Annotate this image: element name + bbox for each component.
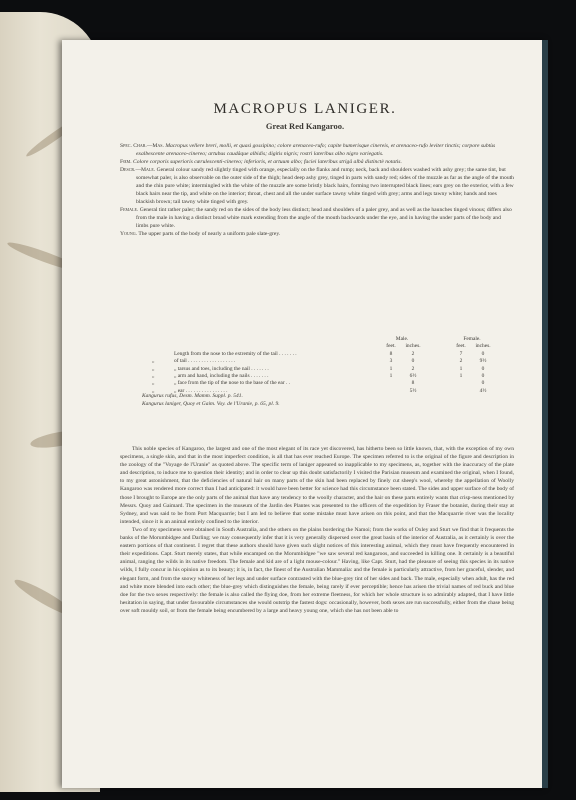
body-paragraph: Two of my specimens were obtained in South Australia, and the others on the plains bordering the Namoi; from the works of Oxley and Sturt we find that it frequents the banks of the Morumbidgee and Darling; we may consequently infer that it is very generally dispersed over the great basin of the interior of Australia, as it certainly is over the eastern portions of that continent. I regret that these authors should have given such slight notices of this interesting animal, which they must have frequently encountered in their expeditions. Capt. Sturt merely states, that while encamped on the Morumbidgee "we saw several red kangaroos, and succeeded in killing one. It certainly is a beautiful animal, ranging the wilds in its native freedom. The female and kid are of a light mouse-colour." Having, like Capt. Sturt, had the pleasure of seeing this species in its native wilds, I fully concur in his opinion as to its beauty; it is, in fact, the finest of the Australian Mammalia: and the female is particularly attractive, from her graceful, slender, and elegant form, and from the snowy whiteness of her legs and under surface contrasted with the blue-grey tint of her sides and back. The male, especially when adult, has the red and white more blended into each other; the blue-grey which distinguishes the female, being rarely if ever perceptible; hence has arisen the trivial names of red buck and blue doe for the two sexes respectively: the female is also called the flying doe, from her extreme fleetness, for which her whole structure is so admirably adapted, that I have little hesitation in saying, that under favourable circumstances she would outstrip the fastest dogs: occasionally, however, both sexes are run successfully, either from the chase being over soft mouldy soil, or from the female being encumbered by a large and heavy young one, which she has not been able to: [120, 526, 514, 614]
young-paragraph: [120, 230, 514, 238]
descr-paragraph: [120, 166, 514, 206]
female-feet: [450, 388, 472, 395]
unit-feet-female: feet.: [456, 343, 466, 350]
male-inches: 0: [411, 358, 415, 365]
measurement-label: „ ear . . . . . . . . . . . . . . . .: [174, 387, 228, 394]
ditto-mark: „: [152, 387, 155, 394]
body-paragraph: This noble species of Kangaroo, the largest and one of the most elegant of its race yet discovered, has hitherto been so little known, that, with the exception of my own specimens, a single skin, and that in the most imperfect condition, is all that has ever reached Europe. The specimen referred to is the original of the figure and description in the zoology of the "Voyage de l'Uranie" as quoted above. The specific term of laniger appeared so inapplicable to my specimens, as, together with the inaccuracy of the plate and description, to induce me to question their identity; and in order to clear up this doubt satisfactorily I visited the Parisian museum and examined the original, when I found, to my great astonishment, that the deficiencies of natural hair on many parts of the skin had been replaced by finely cut sheep's wool, whereby the appellation of Woolly Kangaroo was rendered more correct than I had anticipated: it would have been better for science had this circumstance been stated. The sides and upper surface of the body of those I brought to Europe are the only parts of the animal that have any tendency to the woolly character, and the hair on these parts entirely wants that crisp-ness mentioned by Messrs. Quoy and Gaimard. The specimen in the museum of the Jardin des Plantes was presented to the officers of the expedition by Fraser the botanist, during their stay at Sydney, and was said to be from Port Macquarrie; but I am led to believe that some mistake must have arisen on this point, and that the Macquarrie river was the locality intended, since it is an animal entirely confined to the interior.: [120, 446, 514, 525]
unit-inches-male: inches.: [405, 343, 421, 350]
fem-text: Colore corporis superioris cærulescenti-cinereo; inferioris, et artuum albo; faciei lateribus strigâ albâ distinctè notatis.: [133, 159, 402, 165]
female-feet: 2: [459, 358, 463, 365]
synonymy: [142, 392, 280, 408]
page-title: MACROPUS LANIGER.: [213, 101, 397, 117]
female-feet: [450, 380, 472, 387]
unit-feet-male: feet.: [386, 343, 396, 350]
ditto-mark: „: [152, 365, 155, 372]
male-inches: 5½: [409, 387, 417, 394]
ditto-mark: [152, 351, 174, 358]
header-female: Female.: [463, 336, 481, 342]
unit-inches-female: inches.: [475, 343, 491, 350]
female-feet: 1: [459, 372, 463, 379]
measurement-label: of tail . . . . . . . . . . . . . . . . . .: [174, 358, 236, 365]
synonym-line: Kangurus laniger, Quoy et Gaim. Voy. de l'Uranie, p. 65, pl. 9.: [142, 401, 280, 407]
spec-char-paragraph: [120, 142, 514, 158]
female-label: Female.: [120, 207, 139, 213]
female-inches: 0: [481, 380, 485, 387]
male-inches: 8: [411, 380, 415, 387]
male-inches: 2: [411, 365, 415, 372]
page-subtitle: Great Red Kangaroo.: [265, 121, 345, 131]
female-inches: 0: [481, 372, 485, 379]
ditto-mark: „: [152, 358, 155, 365]
female-text: General tint rather paler; the sandy red on the sides of the body less distinct; head and shoulders of a paler grey, and as well as the haunches tinged vinous; differs also from the male in having a distinct broad white mark extending from the angle of the mouth backwards under the eye, and in having the under parts of the body and limbs pure white.: [136, 207, 512, 229]
descr-label: Descr.—Male.: [120, 167, 156, 173]
female-inches: 0: [481, 350, 485, 357]
spec-char-text: Macropus vellere breri, molli, et quasi gossipino; colore arenaceo-rufo; capite humerisque cinereis, et arenaceo-rufo leviter tinctis; corpore subtùs exalbescente arenaceo-cinereo; artubus caudâque albidis; digitis nigris; rostri lateribus albo nigro variegatis.: [136, 143, 496, 157]
female-paragraph: [120, 206, 514, 230]
male-feet: 1: [389, 372, 393, 379]
measurement-row: [152, 380, 520, 387]
page-edge: [542, 40, 548, 788]
measurement-label: Length from the nose to the extremity of the tail . . . . . . .: [174, 350, 297, 357]
descr-text: General colour sandy red slightly tinged with orange, especially on the flanks and rump; neck, back and shoulders washed with ashy grey; the same tint, but somewhat paler, is also observable on the outer side of the thigh; head deep ashy grey, tinged in parts with sandy red; sides of the muzzle as far as the angle of the mouth and the chin pure white; intermingled with the white of the muzzle are some bristly black hairs, forming two interrupted black lines; ears grey on the exterior, with a few black hairs near the tip, and white on the interior; throat, chest and all the under surface tawny white tinged with grey; arms and legs tawny white; hands and toes blackish brown; tail tawny white tinged with grey.: [136, 167, 514, 205]
species-description: [120, 142, 514, 238]
female-inches: 9½: [479, 358, 487, 365]
book-page: [62, 40, 548, 788]
synonym-line: Kangurus rufus, Desm. Mamm. Suppl. p. 541.: [142, 393, 243, 399]
measurement-rows: [152, 351, 520, 395]
header-male: Male.: [395, 336, 409, 342]
fem-label: Fœm.: [120, 159, 132, 165]
measurement-row: [152, 358, 520, 365]
measurement-row: [152, 351, 520, 358]
female-feet: 7: [459, 350, 463, 357]
young-text: The upper parts of the body of nearly a uniform pale slate-grey.: [138, 231, 281, 237]
male-feet: 1: [389, 365, 393, 372]
young-label: Young.: [120, 231, 137, 237]
measurement-label: „ arm and hand, including the nails . . . . . . .: [174, 372, 269, 379]
male-feet: 8: [389, 350, 393, 357]
spec-char-label: Spec. Char.—Mas.: [120, 143, 164, 149]
measurement-label: „ face from the tip of the nose to the base of the ear . .: [174, 380, 291, 387]
measurement-row: [152, 373, 520, 380]
male-inches: 2: [411, 350, 415, 357]
female-inches: 4½: [479, 387, 487, 394]
male-feet: 3: [389, 358, 393, 365]
body-text: [120, 445, 514, 615]
fem-paragraph: [120, 158, 514, 166]
ditto-mark: „: [152, 372, 155, 379]
male-feet: [380, 388, 402, 395]
female-feet: 1: [459, 365, 463, 372]
female-inches: 0: [481, 365, 485, 372]
measurements-units: [152, 343, 520, 350]
male-feet: [380, 380, 402, 387]
measurement-label: „ tarsus and toes, including the nail . . . . . . .: [174, 365, 269, 372]
measurement-row: [152, 366, 520, 373]
ditto-mark: „: [152, 380, 155, 387]
male-inches: 6½: [409, 372, 417, 379]
measurements-table: [152, 336, 520, 395]
